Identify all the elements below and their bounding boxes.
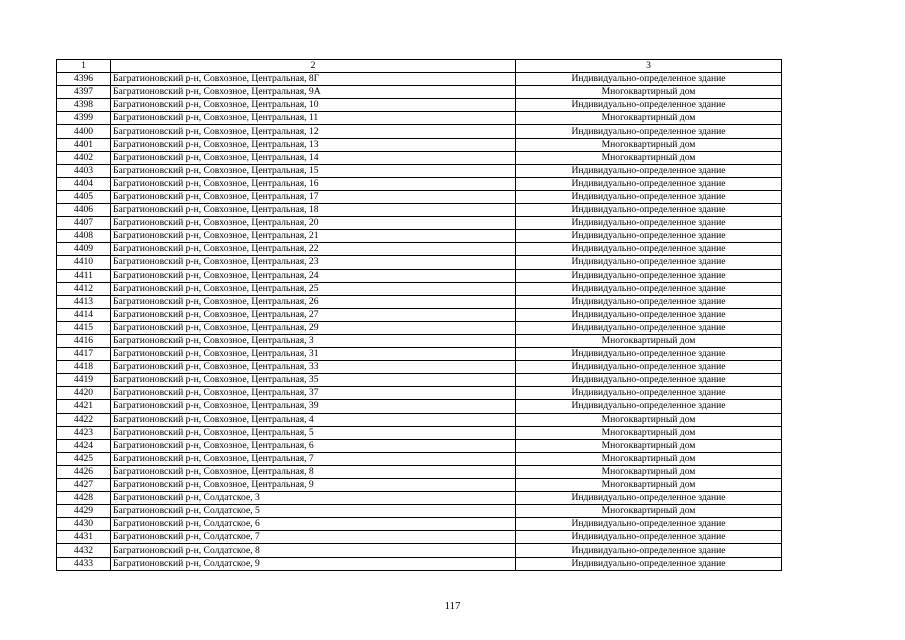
row-address: Багратионовский р-н, Совхозное, Центральная, 31 [111,348,516,361]
table-row [57,256,782,269]
row-object-type: Многоквартирный дом [516,505,782,518]
row-object-type: Индивидуально-определенное здание [516,99,782,112]
table-row [57,479,782,492]
row-object-type: Индивидуально-определенное здание [516,73,782,86]
page-number: 117 [444,600,461,612]
row-address: Багратионовский р-н, Совхозное, Центральная, 9А [111,86,516,99]
row-number: 4424 [57,439,111,452]
row-address: Багратионовский р-н, Совхозное, Центральная, 12 [111,125,516,138]
row-address: Багратионовский р-н, Совхозное, Центральная, 26 [111,295,516,308]
row-address: Багратионовский р-н, Совхозное, Центральная, 10 [111,99,516,112]
row-address: Багратионовский р-н, Совхозное, Центральная, 39 [111,400,516,413]
row-number: 4431 [57,531,111,544]
table-row [57,531,782,544]
registry-table [56,59,782,571]
table-row [57,505,782,518]
row-address: Багратионовский р-н, Совхозное, Центральная, 35 [111,374,516,387]
row-address: Багратионовский р-н, Совхозное, Центральная, 18 [111,204,516,217]
row-address: Багратионовский р-н, Совхозное, Центральная, 9 [111,479,516,492]
row-object-type: Многоквартирный дом [516,426,782,439]
table-row [57,452,782,465]
row-number: 4428 [57,492,111,505]
row-number: 4409 [57,243,111,256]
row-number: 4403 [57,164,111,177]
table-row [57,439,782,452]
table-row [57,334,782,347]
row-object-type: Индивидуально-определенное здание [516,361,782,374]
table-row [57,544,782,557]
row-object-type: Индивидуально-определенное здание [516,492,782,505]
row-address: Багратионовский р-н, Совхозное, Центральная, 24 [111,269,516,282]
table-row [57,374,782,387]
row-number: 4410 [57,256,111,269]
row-number: 4418 [57,361,111,374]
table-row [57,269,782,282]
header-col-3: 3 [516,60,782,73]
row-address: Багратионовский р-н, Совхозное, Центральная, 13 [111,138,516,151]
row-address: Багратионовский р-н, Совхозное, Центральная, 4 [111,413,516,426]
row-number: 4417 [57,348,111,361]
row-object-type: Индивидуально-определенное здание [516,243,782,256]
row-number: 4400 [57,125,111,138]
table-row [57,518,782,531]
row-number: 4423 [57,426,111,439]
row-object-type: Индивидуально-определенное здание [516,518,782,531]
table-row [57,204,782,217]
table-row [57,282,782,295]
row-address: Багратионовский р-н, Солдатское, 7 [111,531,516,544]
row-number: 4412 [57,282,111,295]
table-row [57,190,782,203]
row-address: Багратионовский р-н, Совхозное, Центральная, 14 [111,151,516,164]
row-object-type: Индивидуально-определенное здание [516,230,782,243]
row-address: Багратионовский р-н, Солдатское, 9 [111,557,516,570]
table-row [57,138,782,151]
row-object-type: Многоквартирный дом [516,151,782,164]
row-number: 4420 [57,387,111,400]
row-number: 4421 [57,400,111,413]
row-address: Багратионовский р-н, Совхозное, Центральная, 29 [111,321,516,334]
row-address: Багратионовский р-н, Совхозное, Центральная, 16 [111,177,516,190]
row-object-type: Индивидуально-определенное здание [516,217,782,230]
row-object-type: Индивидуально-определенное здание [516,295,782,308]
table-row [57,243,782,256]
row-number: 4399 [57,112,111,125]
row-object-type: Индивидуально-определенное здание [516,387,782,400]
row-object-type: Индивидуально-определенное здание [516,321,782,334]
row-number: 4415 [57,321,111,334]
row-address: Багратионовский р-н, Солдатское, 6 [111,518,516,531]
table-row [57,112,782,125]
row-number: 4396 [57,73,111,86]
row-number: 4411 [57,269,111,282]
row-number: 4422 [57,413,111,426]
row-object-type: Индивидуально-определенное здание [516,374,782,387]
row-object-type: Многоквартирный дом [516,439,782,452]
table-body [57,60,782,571]
row-address: Багратионовский р-н, Солдатское, 8 [111,544,516,557]
table-row [57,321,782,334]
row-object-type: Многоквартирный дом [516,112,782,125]
header-col-1: 1 [57,60,111,73]
header-col-2: 2 [111,60,516,73]
row-address: Багратионовский р-н, Совхозное, Центральная, 5 [111,426,516,439]
row-address: Багратионовский р-н, Совхозное, Центральная, 3 [111,334,516,347]
table-row [57,164,782,177]
table-row [57,73,782,86]
row-object-type: Индивидуально-определенное здание [516,308,782,321]
table-row [57,86,782,99]
row-object-type: Индивидуально-определенное здание [516,125,782,138]
row-object-type: Индивидуально-определенное здание [516,269,782,282]
row-number: 4408 [57,230,111,243]
row-object-type: Индивидуально-определенное здание [516,557,782,570]
row-address: Багратионовский р-н, Совхозное, Центральная, 7 [111,452,516,465]
table-row [57,465,782,478]
row-object-type: Многоквартирный дом [516,413,782,426]
row-number: 4430 [57,518,111,531]
row-number: 4413 [57,295,111,308]
row-address: Багратионовский р-н, Совхозное, Центральная, 37 [111,387,516,400]
row-number: 4401 [57,138,111,151]
table-row [57,230,782,243]
row-number: 4405 [57,190,111,203]
row-number: 4404 [57,177,111,190]
row-object-type: Индивидуально-определенное здание [516,190,782,203]
table-row [57,177,782,190]
row-address: Багратионовский р-н, Совхозное, Центральная, 11 [111,112,516,125]
row-number: 4432 [57,544,111,557]
table-row [57,426,782,439]
table-row [57,400,782,413]
row-address: Багратионовский р-н, Совхозное, Центральная, 17 [111,190,516,203]
row-address: Багратионовский р-н, Совхозное, Центральная, 33 [111,361,516,374]
table-row [57,99,782,112]
row-object-type: Индивидуально-определенное здание [516,282,782,295]
row-address: Багратионовский р-н, Совхозное, Центральная, 25 [111,282,516,295]
row-address: Багратионовский р-н, Совхозное, Центральная, 8 [111,465,516,478]
row-number: 4429 [57,505,111,518]
row-number: 4416 [57,334,111,347]
table-row [57,557,782,570]
row-number: 4414 [57,308,111,321]
row-number: 4426 [57,465,111,478]
table-row [57,387,782,400]
row-object-type: Индивидуально-определенное здание [516,177,782,190]
table-row [57,217,782,230]
row-object-type: Многоквартирный дом [516,465,782,478]
row-address: Багратионовский р-н, Совхозное, Центральная, 6 [111,439,516,452]
row-address: Багратионовский р-н, Совхозное, Центральная, 23 [111,256,516,269]
row-object-type: Многоквартирный дом [516,138,782,151]
row-object-type: Индивидуально-определенное здание [516,256,782,269]
row-address: Багратионовский р-н, Совхозное, Центральная, 8Г [111,73,516,86]
row-number: 4406 [57,204,111,217]
row-object-type: Индивидуально-определенное здание [516,348,782,361]
row-object-type: Индивидуально-определенное здание [516,164,782,177]
table-row [57,295,782,308]
row-number: 4419 [57,374,111,387]
row-object-type: Индивидуально-определенное здание [516,544,782,557]
row-address: Багратионовский р-н, Солдатское, 5 [111,505,516,518]
row-number: 4397 [57,86,111,99]
row-number: 4398 [57,99,111,112]
row-address: Багратионовский р-н, Совхозное, Центральная, 15 [111,164,516,177]
row-object-type: Индивидуально-определенное здание [516,531,782,544]
row-address: Багратионовский р-н, Совхозное, Центральная, 22 [111,243,516,256]
row-object-type: Многоквартирный дом [516,334,782,347]
row-object-type: Индивидуально-определенное здание [516,400,782,413]
row-object-type: Многоквартирный дом [516,452,782,465]
header-row [57,60,782,73]
table-row [57,492,782,505]
row-address: Багратионовский р-н, Солдатское, 3 [111,492,516,505]
row-number: 4402 [57,151,111,164]
row-object-type: Индивидуально-определенное здание [516,204,782,217]
row-object-type: Многоквартирный дом [516,479,782,492]
row-address: Багратионовский р-н, Совхозное, Центральная, 21 [111,230,516,243]
table-row [57,361,782,374]
table-row [57,413,782,426]
table-row [57,125,782,138]
table-row [57,308,782,321]
row-address: Багратионовский р-н, Совхозное, Центральная, 20 [111,217,516,230]
row-number: 4425 [57,452,111,465]
row-object-type: Многоквартирный дом [516,86,782,99]
row-address: Багратионовский р-н, Совхозное, Центральная, 27 [111,308,516,321]
table-row [57,151,782,164]
row-number: 4427 [57,479,111,492]
row-number: 4433 [57,557,111,570]
table-row [57,348,782,361]
row-number: 4407 [57,217,111,230]
